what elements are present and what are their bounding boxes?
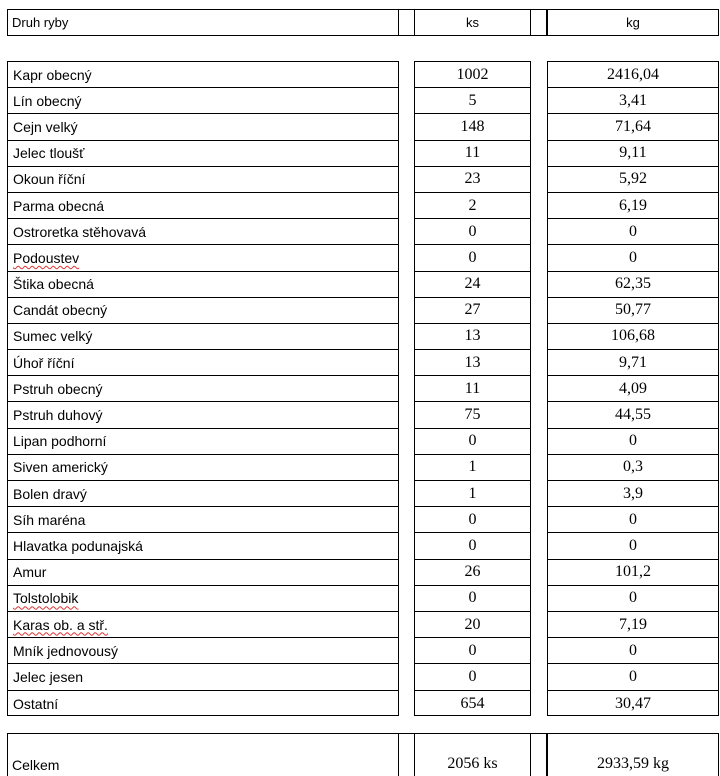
weight-value: 2416,04 (548, 62, 718, 88)
weight-value: 3,9 (548, 481, 718, 507)
weight-value: 0 (548, 245, 718, 271)
weight-column (547, 61, 719, 716)
species-name: Ostroretka stěhovavá (13, 223, 147, 240)
count-value: 27 (415, 298, 530, 324)
header-kg-cell (547, 9, 719, 36)
species-name: Amur (13, 564, 47, 581)
weight-value: 71,64 (548, 114, 718, 140)
weight-value: 0 (548, 507, 718, 533)
species-name-cell (8, 560, 398, 586)
species-name-cell (8, 455, 398, 481)
count-value: 2 (415, 193, 530, 219)
species-name-cell (8, 141, 398, 167)
weight-value: 7,19 (548, 612, 718, 638)
species-name-cell (8, 219, 398, 245)
count-value: 1 (415, 481, 530, 507)
weight-value: 0 (548, 638, 718, 664)
species-name-cell (8, 402, 398, 428)
count-value: 0 (415, 533, 530, 559)
species-name-cell (8, 298, 398, 324)
count-value: 13 (415, 324, 530, 350)
count-value: 24 (415, 272, 530, 298)
weight-value: 0 (548, 586, 718, 612)
species-name: Pstruh duhový (13, 407, 103, 424)
weight-value: 50,77 (548, 298, 718, 324)
species-name-cell (8, 88, 398, 114)
species-name-cell (8, 193, 398, 219)
species-name-cell (8, 481, 398, 507)
count-value: 148 (415, 114, 530, 140)
species-name-cell (8, 272, 398, 298)
species-name: Mník jednovousý (13, 642, 119, 659)
species-name-cell (8, 429, 398, 455)
species-name-cell (8, 167, 398, 193)
weight-value: 30,47 (615, 694, 651, 712)
count-value: 654 (460, 694, 485, 712)
count-value: 0 (415, 429, 530, 455)
weight-value: 101,2 (548, 560, 718, 586)
count-value: 20 (415, 612, 530, 638)
count-value: 0 (415, 219, 530, 245)
species-name: Jelec tloušť (13, 145, 85, 162)
species-name: Úhoř říční (13, 354, 75, 371)
header-species-label: Druh ryby (12, 15, 69, 30)
weight-value: 9,11 (548, 141, 718, 167)
species-name: Podoustev (13, 249, 80, 266)
count-value: 11 (415, 141, 530, 167)
weight-value: 0 (548, 533, 718, 559)
species-name-cell (8, 62, 398, 88)
count-column (414, 61, 531, 716)
species-name: Tolstolobik (13, 590, 79, 607)
count-value: 0 (415, 638, 530, 664)
header-species-cell (7, 9, 399, 36)
header-gap-2 (531, 9, 547, 36)
species-name: Štika obecná (13, 276, 94, 293)
species-name-cell (8, 245, 398, 271)
species-column (7, 61, 399, 716)
weight-value: 0,3 (548, 455, 718, 481)
species-name: Ostatní (13, 695, 59, 712)
species-name: Lín obecný (13, 92, 82, 109)
weight-value: 4,09 (548, 376, 718, 402)
species-name-cell (8, 533, 398, 559)
count-value: 5 (415, 88, 530, 114)
total-kg-value: 2933,59 kg (597, 755, 669, 772)
species-name: Pstruh obecný (13, 380, 103, 397)
species-name-cell (8, 664, 398, 690)
total-ks-cell (414, 733, 531, 776)
weight-value: 5,92 (548, 167, 718, 193)
count-value: 1 (415, 455, 530, 481)
total-label-cell (7, 733, 399, 776)
count-value: 0 (415, 245, 530, 271)
species-name-cell (8, 350, 398, 376)
weight-value: 9,71 (548, 350, 718, 376)
weight-value: 0 (548, 664, 718, 690)
total-gap-2 (531, 733, 547, 776)
species-name-cell (8, 612, 398, 638)
count-value: 13 (415, 350, 530, 376)
species-name: Bolen dravý (13, 485, 87, 502)
species-name-cell (8, 586, 398, 612)
count-value: 11 (415, 376, 530, 402)
species-name: Candát obecný (13, 302, 108, 319)
weight-value: 44,55 (548, 402, 718, 428)
species-name: Lipan podhorní (13, 433, 107, 450)
total-ks-value: 2056 ks (447, 755, 498, 772)
total-gap-1 (399, 733, 414, 776)
weight-value: 62,35 (548, 272, 718, 298)
species-name-cell (8, 691, 398, 717)
count-value: 0 (415, 507, 530, 533)
count-value: 0 (415, 664, 530, 690)
species-name-cell (8, 507, 398, 533)
species-name: Hlavatka podunajská (13, 537, 143, 554)
total-kg-cell (547, 733, 719, 776)
species-name: Sumec velký (13, 328, 93, 345)
count-value: 23 (415, 167, 530, 193)
count-value: 0 (415, 586, 530, 612)
species-name: Parma obecná (13, 197, 105, 214)
species-name: Síh maréna (13, 511, 86, 528)
species-name: Okoun říční (13, 171, 86, 188)
weight-value: 106,68 (548, 324, 718, 350)
weight-value: 0 (548, 219, 718, 245)
species-name-cell (8, 324, 398, 350)
species-name: Jelec jesen (13, 668, 84, 685)
species-name: Siven americký (13, 459, 108, 476)
header-ks-cell (414, 9, 531, 36)
header-gap-1 (399, 9, 414, 36)
species-name-cell (8, 376, 398, 402)
count-value: 75 (415, 402, 530, 428)
species-name: Karas ob. a stř. (13, 616, 108, 633)
header-kg-label: kg (626, 15, 640, 30)
total-label: Celkem (12, 757, 60, 773)
species-name-cell (8, 114, 398, 140)
weight-value: 6,19 (548, 193, 718, 219)
species-name-cell (8, 638, 398, 664)
species-name: Cejn velký (13, 118, 78, 135)
count-value: 1002 (415, 62, 530, 88)
species-name: Kapr obecný (13, 66, 92, 83)
count-value: 26 (415, 560, 530, 586)
header-ks-label: ks (466, 15, 479, 30)
weight-value: 0 (548, 429, 718, 455)
weight-value: 3,41 (548, 88, 718, 114)
